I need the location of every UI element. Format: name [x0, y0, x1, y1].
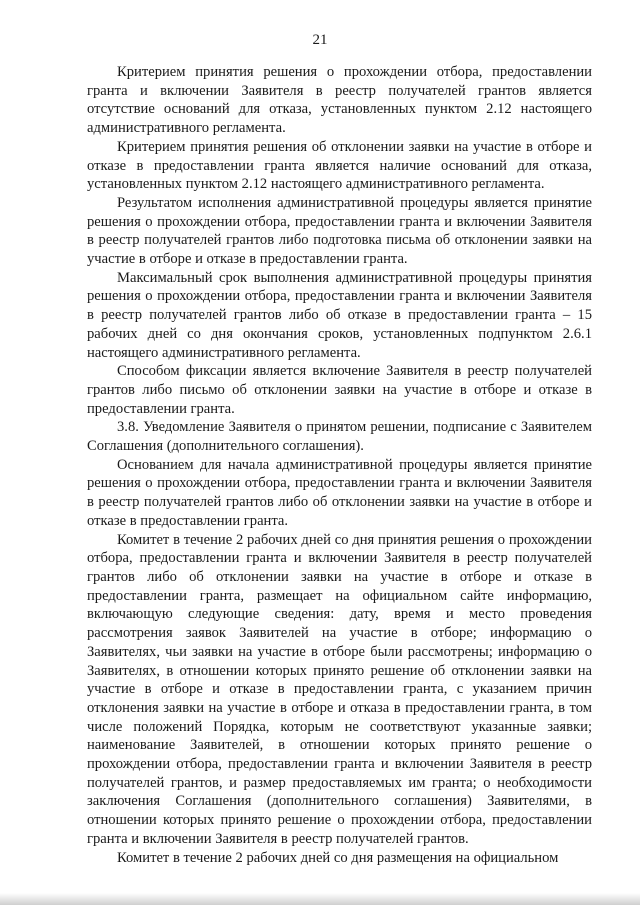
paragraph-max-term: Максимальный срок выполнения административной процедуры принятия решения о прохождении отбора, предоставлении гранта и включении Заявителя в реестр получателей грантов либо об отказе в предоставлении гранта – 15 рабочих дней со дня окончания сроков, установленных подпунктом 2.6.1 настоящего административного регламента. [87, 269, 592, 361]
scan-bottom-edge [0, 893, 640, 905]
paragraph-rejection-criterion: Критерием принятия решения об отклонении заявки на участие в отборе и отказе в предоставлении гранта является наличие оснований для отказа, установленных пунктом 2.12 настоящего административного регламента. [87, 138, 592, 193]
paragraph-committee-continued: Комитет в течение 2 рабочих дней со дня размещения на официальном [117, 849, 559, 866]
paragraph-fixation-method: Способом фиксации является включение Заявителя в реестр получателей грантов либо письмо об отклонении заявки на участие в отборе и отказе в предоставлении гранта. [87, 363, 592, 417]
paragraph-selection-criterion: Критерием принятия решения о прохождении отбора, предоставлении гранта и включении Заявителя в реестр получателей грантов является отсутствие оснований для отказа, установленных пунктом 2.12 настоящего административного регламента. [87, 64, 592, 137]
page-number: 21 [312, 32, 328, 48]
paragraph-procedure-basis: Основанием для начала административной процедуры является принятие решения о прохождении отбора, предоставлении гранта и включении Заявителя в реестр получателей грантов либо об отклонении заявки на участие в отборе и отказе в предоставлении гранта. [87, 456, 592, 529]
document-body [87, 63, 592, 867]
section-heading-3-8: 3.8. Уведомление Заявителя о принятом решении, подписание с Заявителем Соглашения (дополнительного соглашения). [87, 419, 592, 455]
paragraph-committee-publication: Комитет в течение 2 рабочих дней со дня принятия решения о прохождении отбора, предоставлении гранта и включении Заявителя в реестр получателей грантов либо об отклонении заявки на участие в отборе и отказе в предоставлении гранта, размещает на официальном сайте информацию, включающую следующие сведения: дату, время и место проведения рассмотрения заявок Заявителей на участие в отборе; информацию о Заявителях, чьи заявки на участие в отборе были рассмотрены; информацию о Заявителях, в отношении которых принято решение об отклонении заявки на участие в отборе и отказе в предоставлении гранта, с указанием причин отклонения заявки на участие в отборе и отказа в предоставлении гранта, в том числе положений Порядка, которым не соответствуют указанные заявки; наименование Заявителей, в отношении которых принято решение о прохождении отбора, предоставлении гранта и включении Заявителя в реестр получателей грантов, и размер предоставляемых им гранта; о необходимости заключения Соглашения (дополнительного соглашения) Заявителями, в отношении которых принято решение о прохождении отбора, предоставлении гранта и включении Заявителя в реестр получателей грантов. [87, 531, 592, 847]
paragraph-procedure-result: Результатом исполнения административной процедуры является принятие решения о прохождении отбора, предоставлении гранта и включении Заявителя в реестр получателей грантов либо подготовка письма об отклонении заявки на участие в отборе и отказе в предоставлении гранта. [87, 194, 592, 268]
